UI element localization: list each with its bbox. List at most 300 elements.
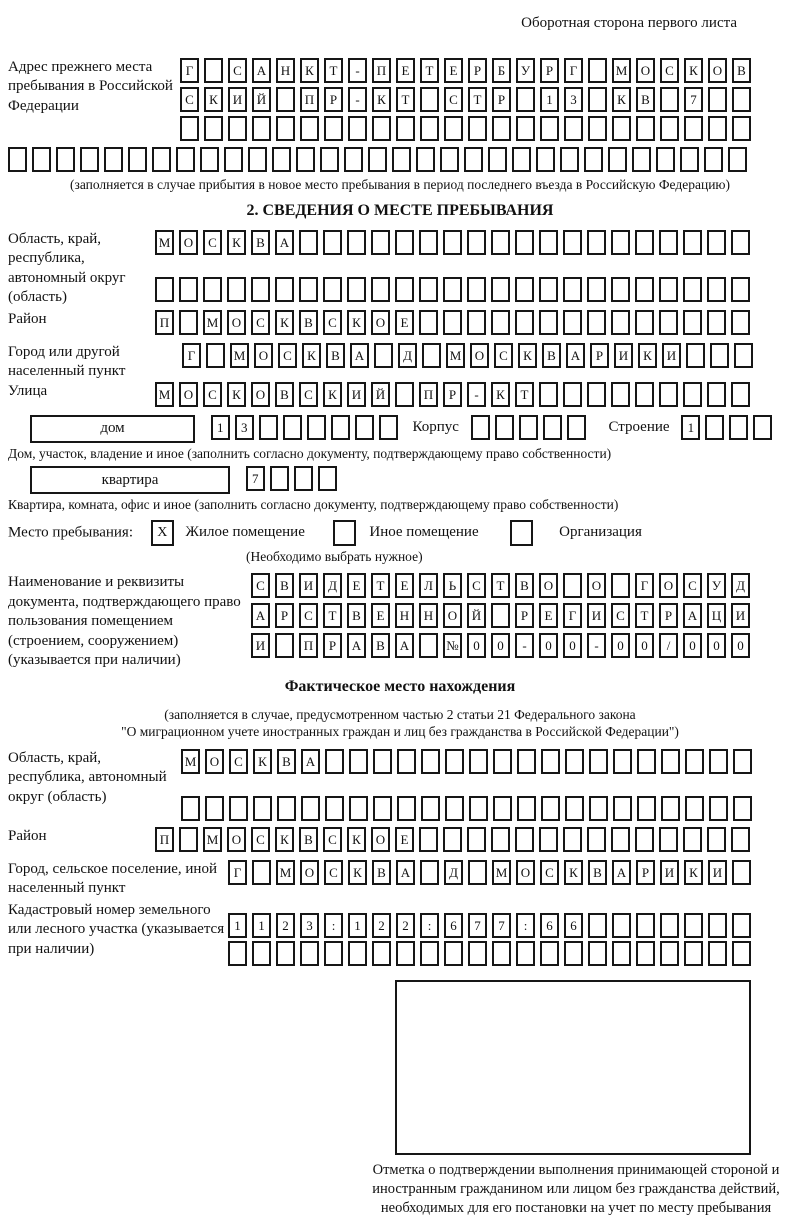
char-box[interactable] <box>563 573 582 598</box>
char-box[interactable] <box>420 941 439 966</box>
char-box[interactable] <box>443 277 462 302</box>
char-box[interactable]: Е <box>539 603 558 628</box>
stay-option-dwelling-checkbox[interactable]: X <box>151 520 174 546</box>
char-box[interactable]: С <box>683 573 702 598</box>
char-box[interactable] <box>204 116 223 141</box>
char-box[interactable]: М <box>203 310 222 335</box>
char-box[interactable]: М <box>612 58 631 83</box>
char-box[interactable]: С <box>660 58 679 83</box>
char-box[interactable] <box>613 796 632 821</box>
char-box[interactable] <box>203 277 222 302</box>
char-box[interactable] <box>660 941 679 966</box>
char-box[interactable] <box>565 796 584 821</box>
stay-option-organization-checkbox[interactable] <box>510 520 533 546</box>
char-box[interactable] <box>563 277 582 302</box>
char-box[interactable]: 3 <box>300 913 319 938</box>
char-box[interactable]: - <box>515 633 534 658</box>
char-box[interactable] <box>683 230 702 255</box>
char-box[interactable] <box>659 230 678 255</box>
char-box[interactable] <box>443 827 462 852</box>
char-box[interactable] <box>179 827 198 852</box>
char-box[interactable]: М <box>203 827 222 852</box>
char-box[interactable] <box>355 415 374 440</box>
char-box[interactable]: К <box>227 230 246 255</box>
char-box[interactable]: А <box>301 749 320 774</box>
char-box[interactable] <box>325 749 344 774</box>
char-box[interactable]: К <box>372 87 391 112</box>
char-box[interactable] <box>128 147 147 172</box>
char-box[interactable] <box>179 310 198 335</box>
char-box[interactable] <box>468 860 487 885</box>
char-box[interactable] <box>181 796 200 821</box>
char-box[interactable] <box>469 796 488 821</box>
char-box[interactable] <box>419 827 438 852</box>
char-box[interactable] <box>445 796 464 821</box>
char-box[interactable] <box>731 310 750 335</box>
char-box[interactable]: : <box>516 913 535 938</box>
char-box[interactable] <box>519 415 538 440</box>
char-box[interactable] <box>468 116 487 141</box>
char-box[interactable] <box>276 116 295 141</box>
char-box[interactable] <box>661 796 680 821</box>
char-box[interactable] <box>588 58 607 83</box>
char-box[interactable] <box>395 230 414 255</box>
char-box[interactable]: И <box>251 633 270 658</box>
char-box[interactable] <box>588 116 607 141</box>
char-box[interactable] <box>686 343 705 368</box>
char-box[interactable]: В <box>347 603 366 628</box>
char-box[interactable] <box>656 147 675 172</box>
char-box[interactable] <box>416 147 435 172</box>
char-box[interactable] <box>204 58 223 83</box>
char-box[interactable]: 3 <box>235 415 254 440</box>
char-box[interactable] <box>515 827 534 852</box>
char-box[interactable] <box>684 941 703 966</box>
char-box[interactable]: / <box>659 633 678 658</box>
char-box[interactable]: 7 <box>468 913 487 938</box>
char-box[interactable]: В <box>275 382 294 407</box>
char-box[interactable] <box>512 147 531 172</box>
char-box[interactable] <box>206 343 225 368</box>
char-box[interactable] <box>371 230 390 255</box>
char-box[interactable]: М <box>276 860 295 885</box>
char-box[interactable] <box>324 941 343 966</box>
char-box[interactable] <box>515 310 534 335</box>
char-box[interactable] <box>539 230 558 255</box>
char-box[interactable]: Р <box>275 603 294 628</box>
char-box[interactable] <box>564 941 583 966</box>
char-box[interactable] <box>685 749 704 774</box>
char-box[interactable]: М <box>446 343 465 368</box>
char-box[interactable] <box>155 277 174 302</box>
char-box[interactable] <box>396 941 415 966</box>
char-box[interactable] <box>635 230 654 255</box>
char-box[interactable] <box>660 913 679 938</box>
char-box[interactable]: В <box>371 633 390 658</box>
char-box[interactable]: 6 <box>444 913 463 938</box>
char-box[interactable]: 6 <box>540 913 559 938</box>
char-box[interactable] <box>229 796 248 821</box>
char-box[interactable]: Е <box>347 573 366 598</box>
char-box[interactable] <box>588 913 607 938</box>
char-box[interactable]: С <box>611 603 630 628</box>
stay-option-other-checkbox[interactable] <box>333 520 356 546</box>
char-box[interactable] <box>612 941 631 966</box>
char-box[interactable]: С <box>203 230 222 255</box>
char-box[interactable]: - <box>348 87 367 112</box>
char-box[interactable] <box>421 796 440 821</box>
char-box[interactable] <box>704 147 723 172</box>
char-box[interactable]: В <box>372 860 391 885</box>
char-box[interactable] <box>732 116 751 141</box>
char-box[interactable]: А <box>347 633 366 658</box>
char-box[interactable] <box>443 230 462 255</box>
char-box[interactable] <box>252 116 271 141</box>
char-box[interactable] <box>560 147 579 172</box>
char-box[interactable]: Б <box>492 58 511 83</box>
char-box[interactable] <box>491 827 510 852</box>
char-box[interactable] <box>683 277 702 302</box>
char-box[interactable] <box>180 116 199 141</box>
char-box[interactable] <box>176 147 195 172</box>
char-box[interactable] <box>349 749 368 774</box>
char-box[interactable]: О <box>443 603 462 628</box>
char-box[interactable] <box>659 310 678 335</box>
char-box[interactable] <box>707 827 726 852</box>
char-box[interactable]: К <box>347 827 366 852</box>
char-box[interactable] <box>708 941 727 966</box>
char-box[interactable] <box>541 796 560 821</box>
char-box[interactable]: О <box>371 827 390 852</box>
char-box[interactable] <box>444 116 463 141</box>
char-box[interactable] <box>56 147 75 172</box>
char-box[interactable] <box>228 116 247 141</box>
char-box[interactable]: К <box>564 860 583 885</box>
char-box[interactable] <box>488 147 507 172</box>
char-box[interactable] <box>708 913 727 938</box>
char-box[interactable] <box>733 749 752 774</box>
char-box[interactable] <box>275 277 294 302</box>
char-box[interactable]: К <box>347 310 366 335</box>
char-box[interactable] <box>318 466 337 491</box>
char-box[interactable] <box>660 116 679 141</box>
char-box[interactable] <box>563 310 582 335</box>
char-box[interactable] <box>397 749 416 774</box>
char-box[interactable] <box>536 147 555 172</box>
char-box[interactable] <box>753 415 772 440</box>
char-box[interactable] <box>464 147 483 172</box>
char-box[interactable] <box>659 277 678 302</box>
char-box[interactable] <box>732 913 751 938</box>
char-box[interactable] <box>396 116 415 141</box>
char-box[interactable] <box>705 415 724 440</box>
char-box[interactable]: А <box>350 343 369 368</box>
char-box[interactable]: Г <box>635 573 654 598</box>
char-box[interactable]: Т <box>420 58 439 83</box>
char-box[interactable] <box>467 310 486 335</box>
char-box[interactable] <box>729 415 748 440</box>
char-box[interactable] <box>420 860 439 885</box>
char-box[interactable]: В <box>515 573 534 598</box>
char-box[interactable] <box>659 827 678 852</box>
char-box[interactable] <box>540 941 559 966</box>
char-box[interactable] <box>680 147 699 172</box>
char-box[interactable] <box>493 796 512 821</box>
char-box[interactable]: В <box>277 749 296 774</box>
char-box[interactable] <box>468 941 487 966</box>
char-box[interactable] <box>588 941 607 966</box>
char-box[interactable] <box>516 116 535 141</box>
char-box[interactable] <box>392 147 411 172</box>
char-box[interactable]: И <box>614 343 633 368</box>
char-box[interactable] <box>539 382 558 407</box>
char-box[interactable] <box>420 87 439 112</box>
char-box[interactable] <box>294 466 313 491</box>
char-box[interactable]: Г <box>563 603 582 628</box>
char-box[interactable] <box>731 827 750 852</box>
char-box[interactable] <box>516 87 535 112</box>
char-box[interactable] <box>637 749 656 774</box>
char-box[interactable]: В <box>542 343 561 368</box>
char-box[interactable]: О <box>205 749 224 774</box>
char-box[interactable] <box>517 749 536 774</box>
char-box[interactable]: 1 <box>681 415 700 440</box>
char-box[interactable]: И <box>587 603 606 628</box>
char-box[interactable]: А <box>275 230 294 255</box>
char-box[interactable] <box>422 343 441 368</box>
char-box[interactable] <box>567 415 586 440</box>
char-box[interactable] <box>707 310 726 335</box>
char-box[interactable]: Г <box>564 58 583 83</box>
char-box[interactable] <box>248 147 267 172</box>
char-box[interactable]: С <box>299 603 318 628</box>
char-box[interactable]: И <box>731 603 750 628</box>
char-box[interactable] <box>708 87 727 112</box>
char-box[interactable] <box>421 749 440 774</box>
char-box[interactable]: Г <box>228 860 247 885</box>
char-box[interactable]: С <box>203 382 222 407</box>
char-box[interactable]: К <box>491 382 510 407</box>
char-box[interactable]: О <box>659 573 678 598</box>
char-box[interactable]: В <box>299 827 318 852</box>
char-box[interactable]: А <box>566 343 585 368</box>
char-box[interactable] <box>8 147 27 172</box>
char-box[interactable]: О <box>179 382 198 407</box>
char-box[interactable] <box>732 941 751 966</box>
char-box[interactable]: О <box>300 860 319 885</box>
char-box[interactable]: И <box>708 860 727 885</box>
char-box[interactable]: П <box>372 58 391 83</box>
char-box[interactable] <box>612 913 631 938</box>
char-box[interactable] <box>660 87 679 112</box>
char-box[interactable] <box>637 796 656 821</box>
char-box[interactable]: 1 <box>540 87 559 112</box>
char-box[interactable]: П <box>299 633 318 658</box>
char-box[interactable] <box>277 796 296 821</box>
char-box[interactable] <box>611 382 630 407</box>
char-box[interactable] <box>419 277 438 302</box>
char-box[interactable]: Е <box>395 573 414 598</box>
char-box[interactable]: В <box>732 58 751 83</box>
char-box[interactable] <box>493 749 512 774</box>
char-box[interactable] <box>635 827 654 852</box>
char-box[interactable]: Й <box>371 382 390 407</box>
char-box[interactable] <box>299 230 318 255</box>
char-box[interactable]: 0 <box>539 633 558 658</box>
char-box[interactable]: К <box>275 310 294 335</box>
char-box[interactable] <box>684 116 703 141</box>
char-box[interactable] <box>445 749 464 774</box>
char-box[interactable]: М <box>181 749 200 774</box>
char-box[interactable]: А <box>395 633 414 658</box>
char-box[interactable] <box>587 230 606 255</box>
char-box[interactable]: С <box>540 860 559 885</box>
char-box[interactable] <box>685 796 704 821</box>
char-box[interactable] <box>492 941 511 966</box>
char-box[interactable]: Г <box>182 343 201 368</box>
char-box[interactable]: 1 <box>211 415 230 440</box>
char-box[interactable]: - <box>587 633 606 658</box>
char-box[interactable]: К <box>684 860 703 885</box>
char-box[interactable]: Р <box>323 633 342 658</box>
char-box[interactable] <box>283 415 302 440</box>
char-box[interactable]: М <box>155 382 174 407</box>
char-box[interactable] <box>491 603 510 628</box>
char-box[interactable]: С <box>251 573 270 598</box>
char-box[interactable]: А <box>683 603 702 628</box>
char-box[interactable] <box>276 87 295 112</box>
char-box[interactable] <box>707 382 726 407</box>
char-box[interactable]: 0 <box>467 633 486 658</box>
char-box[interactable]: А <box>396 860 415 885</box>
char-box[interactable] <box>611 573 630 598</box>
char-box[interactable]: М <box>155 230 174 255</box>
char-box[interactable]: Е <box>371 603 390 628</box>
char-box[interactable]: Т <box>324 58 343 83</box>
char-box[interactable]: К <box>275 827 294 852</box>
char-box[interactable] <box>275 633 294 658</box>
char-box[interactable] <box>344 147 363 172</box>
char-box[interactable]: Ь <box>443 573 462 598</box>
char-box[interactable] <box>419 310 438 335</box>
char-box[interactable] <box>469 749 488 774</box>
char-box[interactable] <box>374 343 393 368</box>
char-box[interactable]: А <box>612 860 631 885</box>
char-box[interactable] <box>635 310 654 335</box>
char-box[interactable]: Т <box>491 573 510 598</box>
char-box[interactable]: И <box>660 860 679 885</box>
char-box[interactable] <box>515 277 534 302</box>
char-box[interactable]: К <box>684 58 703 83</box>
char-box[interactable] <box>683 382 702 407</box>
char-box[interactable]: О <box>587 573 606 598</box>
char-box[interactable] <box>611 310 630 335</box>
char-box[interactable]: 0 <box>683 633 702 658</box>
char-box[interactable]: И <box>347 382 366 407</box>
char-box[interactable] <box>372 941 391 966</box>
char-box[interactable] <box>253 796 272 821</box>
char-box[interactable] <box>636 116 655 141</box>
char-box[interactable] <box>228 941 247 966</box>
char-box[interactable] <box>420 116 439 141</box>
char-box[interactable] <box>611 230 630 255</box>
char-box[interactable]: 0 <box>611 633 630 658</box>
char-box[interactable] <box>397 796 416 821</box>
char-box[interactable] <box>517 796 536 821</box>
char-box[interactable] <box>683 310 702 335</box>
char-box[interactable] <box>731 230 750 255</box>
char-box[interactable]: Р <box>468 58 487 83</box>
char-box[interactable]: - <box>467 382 486 407</box>
char-box[interactable]: 6 <box>564 913 583 938</box>
char-box[interactable] <box>584 147 603 172</box>
char-box[interactable]: Е <box>395 827 414 852</box>
char-box[interactable]: 2 <box>372 913 391 938</box>
char-box[interactable]: П <box>155 310 174 335</box>
char-box[interactable]: 0 <box>707 633 726 658</box>
char-box[interactable] <box>541 749 560 774</box>
char-box[interactable] <box>684 913 703 938</box>
char-box[interactable]: К <box>638 343 657 368</box>
char-box[interactable] <box>492 116 511 141</box>
char-box[interactable] <box>608 147 627 172</box>
char-box[interactable] <box>152 147 171 172</box>
char-box[interactable] <box>728 147 747 172</box>
char-box[interactable] <box>324 116 343 141</box>
char-box[interactable]: С <box>251 310 270 335</box>
char-box[interactable]: В <box>636 87 655 112</box>
char-box[interactable] <box>368 147 387 172</box>
char-box[interactable] <box>587 277 606 302</box>
char-box[interactable]: У <box>707 573 726 598</box>
char-box[interactable] <box>300 116 319 141</box>
char-box[interactable]: С <box>324 860 343 885</box>
char-box[interactable] <box>543 415 562 440</box>
char-box[interactable]: Д <box>731 573 750 598</box>
char-box[interactable] <box>587 310 606 335</box>
char-box[interactable]: И <box>228 87 247 112</box>
char-box[interactable] <box>540 116 559 141</box>
char-box[interactable]: - <box>348 58 367 83</box>
char-box[interactable] <box>612 116 631 141</box>
char-box[interactable] <box>270 466 289 491</box>
char-box[interactable]: Р <box>324 87 343 112</box>
char-box[interactable]: Н <box>276 58 295 83</box>
char-box[interactable] <box>563 827 582 852</box>
char-box[interactable]: Т <box>323 603 342 628</box>
char-box[interactable] <box>471 415 490 440</box>
char-box[interactable]: 1 <box>228 913 247 938</box>
char-box[interactable]: 7 <box>246 466 265 491</box>
char-box[interactable]: Д <box>398 343 417 368</box>
char-box[interactable]: С <box>278 343 297 368</box>
char-box[interactable] <box>224 147 243 172</box>
char-box[interactable]: Р <box>515 603 534 628</box>
char-box[interactable]: С <box>229 749 248 774</box>
char-box[interactable] <box>347 277 366 302</box>
char-box[interactable]: № <box>443 633 462 658</box>
char-box[interactable]: В <box>275 573 294 598</box>
char-box[interactable] <box>491 310 510 335</box>
char-box[interactable]: И <box>299 573 318 598</box>
char-box[interactable] <box>299 277 318 302</box>
char-box[interactable]: К <box>302 343 321 368</box>
char-box[interactable] <box>331 415 350 440</box>
char-box[interactable] <box>467 230 486 255</box>
char-box[interactable]: С <box>323 310 342 335</box>
char-box[interactable]: 0 <box>731 633 750 658</box>
char-box[interactable] <box>347 230 366 255</box>
